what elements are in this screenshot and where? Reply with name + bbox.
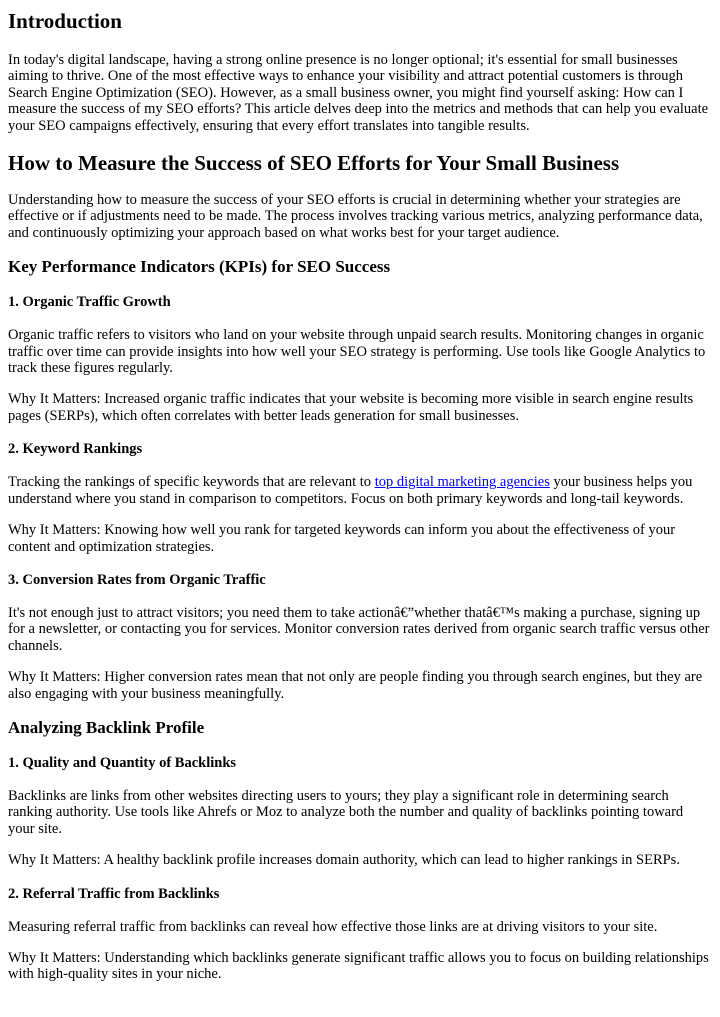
keyword-rankings-text-after: your business helps you understand where you stand in comparison to competitors. Focus on both primary keywords and long-tail keywords. <box>8 474 693 507</box>
keyword-rankings-paragraph <box>8 474 712 507</box>
conversion-rates-paragraph: It's not enough just to attract visitors; you need them to take actionâ€”whether thatâ€™s making a purchase, signing up for a newsletter, or contacting you for services. Monitor conversion rates derived from organic search traffic versus other channels. <box>8 604 710 654</box>
backlink-quality-heading: 1. Quality and Quantity of Backlinks <box>8 754 237 771</box>
keyword-rankings-why: Why It Matters: Knowing how well you rank for targeted keywords can inform you about the effectiveness of your content and optimization strategies. <box>8 522 676 555</box>
keyword-rankings-heading: 2. Keyword Rankings <box>8 441 143 458</box>
main-heading: How to Measure the Success of SEO Efforts for Your Small Business <box>8 151 620 176</box>
referral-traffic-paragraph: Measuring referral traffic from backlinks can reveal how effective those links are at driving visitors to your site. <box>8 918 658 935</box>
intro-heading: Introduction <box>8 9 122 33</box>
organic-traffic-heading: 1. Organic Traffic Growth <box>8 294 171 311</box>
intro-paragraph: In today's digital landscape, having a strong online presence is no longer optional; it's essential for small businesses aiming to thrive. One of the most effective ways to enhance your visibility and attract potential customers is through Search Engine Optimization (SEO). However, as a small business owner, you might find yourself asking: How can I measure the success of my SEO efforts? This article delves deep into the metrics and methods that can help you evaluate your SEO campaigns effectively, ensuring that every effort translates into tangible results. <box>8 52 709 134</box>
main-paragraph: Understanding how to measure the success of your SEO efforts is crucial in determining whether your strategies are effective or if adjustments need to be made. The process involves tracking various metrics, analyzing performance data, and continuously optimizing your approach based on what works best for your target audience. <box>8 192 703 241</box>
backlink-quality-paragraph: Backlinks are links from other websites directing users to yours; they play a significant role in determining search ranking authority. Use tools like Ahrefs or Moz to analyze both the number and quality of backlinks pointing toward your site. <box>8 787 684 837</box>
backlink-quality-why: Why It Matters: A healthy backlink profile increases domain authority, which can lead to higher rankings in SERPs. <box>8 852 680 869</box>
organic-traffic-why: Why It Matters: Increased organic traffic indicates that your website is becoming more visible in search engine results pages (SERPs), which often correlates with better leads generation for small businesses. <box>8 391 694 424</box>
organic-traffic-paragraph: Organic traffic refers to visitors who land on your website through unpaid search results. Monitoring changes in organic traffic over time can provide insights into how well your SEO strategy is performing. Use tools like Google Analytics to track these figures regularly. <box>8 327 706 377</box>
top-digital-marketing-agencies-link[interactable]: top digital marketing agencies <box>374 474 550 491</box>
keyword-rankings-text-before: Tracking the rankings of specific keywords that are relevant to <box>8 474 375 491</box>
kpi-section-heading: Key Performance Indicators (KPIs) for SEO Success <box>8 257 391 277</box>
referral-traffic-heading: 2. Referral Traffic from Backlinks <box>8 885 220 902</box>
conversion-rates-heading: 3. Conversion Rates from Organic Traffic <box>8 571 266 588</box>
backlink-section-heading: Analyzing Backlink Profile <box>8 717 205 737</box>
conversion-rates-why: Why It Matters: Higher conversion rates mean that not only are people finding you through search engines, but they are also engaging with your business meaningfully. <box>8 669 703 702</box>
referral-traffic-why: Why It Matters: Understanding which backlinks generate significant traffic allows you to focus on building relationships with high-quality sites in your niche. <box>8 949 709 983</box>
